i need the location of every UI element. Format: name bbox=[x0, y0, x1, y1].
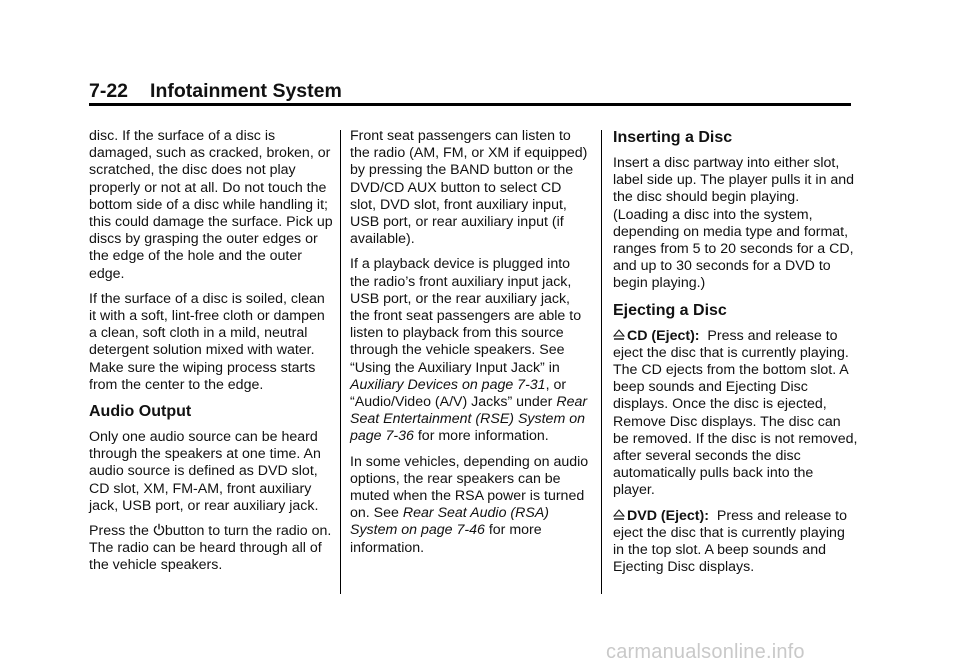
rsa-reference: Rear Seat Audio (RSA) System on page 7‑46 bbox=[350, 505, 550, 539]
page-number: 7-22 bbox=[89, 80, 129, 102]
audio-output-heading: Audio Output bbox=[89, 403, 192, 421]
ejecting-disc-heading: Ejecting a Disc bbox=[613, 301, 727, 319]
disc-cleaning-paragraph: If the surface of a disc is soiled, clean it with a soft, lint-free cloth or dampen a clean, soft cloth in a mild, neutral detergent solution mixed with water. Make sure the wiping process starts from the center to the edge. bbox=[89, 290, 325, 393]
front-seat-paragraph: Front seat passengers can listen to the radio (AM, FM, or XM if equipped) by pressing the BAND button or the DVD/CD AUX button to select CD slot, DVD slot, front auxiliary input, USB port, or rear auxiliary input (if available). bbox=[350, 128, 588, 248]
inserting-disc-heading: Inserting a Disc bbox=[613, 129, 733, 146]
section-title: Infotainment System bbox=[150, 80, 342, 102]
rear-speakers-paragraph: In some vehicles, depending on audio options, the rear speakers can be muted when the RSA power is turned on. See Rear Seat Audio (RSA) System on page 7‑46 for more information. bbox=[350, 453, 589, 556]
rse-reference: Rear Seat Entertainment (RSE) System on page 7‑36 bbox=[350, 394, 588, 445]
page-header bbox=[89, 80, 342, 103]
aux-devices-reference: Auxiliary Devices on page 7‑31 bbox=[350, 376, 546, 393]
power-paragraph: Press the button to turn the radio on. The radio can be heard through all of the vehicle speakers. bbox=[89, 523, 332, 574]
cd-eject-label: CD (Eject): bbox=[627, 327, 700, 344]
disc-handling-paragraph: disc. If the surface of a disc is damaged, such as cracked, broken, or scratched, the disc does not play properly or not at all. Do not touch the bottom side of a disc while handling it; this could damage the surface. Pick up discs by grasping the outer edges or the edge of the hole and the outer edge. bbox=[89, 128, 333, 282]
cd-eject-paragraph: CD (Eject): Press and release to eject the disc that is currently playing. The CD ejects from the bottom slot. A beep sounds and Ejecting Disc displays. Once the disc is ejected, Remove Disc displays. The disc can be removed. If the disc is not removed, after several seconds the disc automatically pulls back into the player. bbox=[613, 327, 858, 499]
eject-icon bbox=[613, 329, 625, 341]
dvd-eject-paragraph: DVD (Eject): Press and release to eject the disc that is currently playing in the top slot. A beep sounds and Ejecting Disc displays. bbox=[613, 507, 848, 576]
inserting-disc-paragraph: Insert a disc partway into either slot, label side up. The player pulls it in and the disc should begin playing. (Loading a disc into the system, depending on media type and format, ranges from 5 to 20 seconds for a CD, and up to 30 seconds for a DVD to begin playing.) bbox=[613, 155, 855, 292]
column-divider-left bbox=[340, 130, 341, 594]
column-middle bbox=[350, 128, 590, 565]
power-icon bbox=[153, 523, 165, 536]
column-right bbox=[613, 128, 858, 584]
watermark: carmanualsonline.info bbox=[606, 641, 805, 663]
dvd-eject-label: DVD (Eject): bbox=[627, 507, 709, 524]
audio-source-paragraph: Only one audio source can be heard through the speakers at one time. An audio source is defined as DVD slot, CD slot, XM, FM-AM, front auxiliary jack, USB port, or rear auxiliary jack. bbox=[89, 429, 321, 514]
column-divider-right bbox=[601, 130, 602, 594]
column-left bbox=[89, 128, 334, 583]
eject-icon bbox=[613, 509, 625, 521]
header-rule bbox=[89, 103, 851, 106]
playback-device-paragraph: If a playback device is plugged into the radio’s front auxiliary input jack, USB port, or the rear auxiliary jack, the front seat passengers are able to listen to playback from this source through the vehicle speakers. See “Using the Auxiliary Input Jack” in Auxiliary Devices on page 7‑31, or “Audio/Video (A/V) Jacks” under Rear Seat Entertainment (RSE) System on page 7‑36 for more information. bbox=[350, 256, 588, 445]
